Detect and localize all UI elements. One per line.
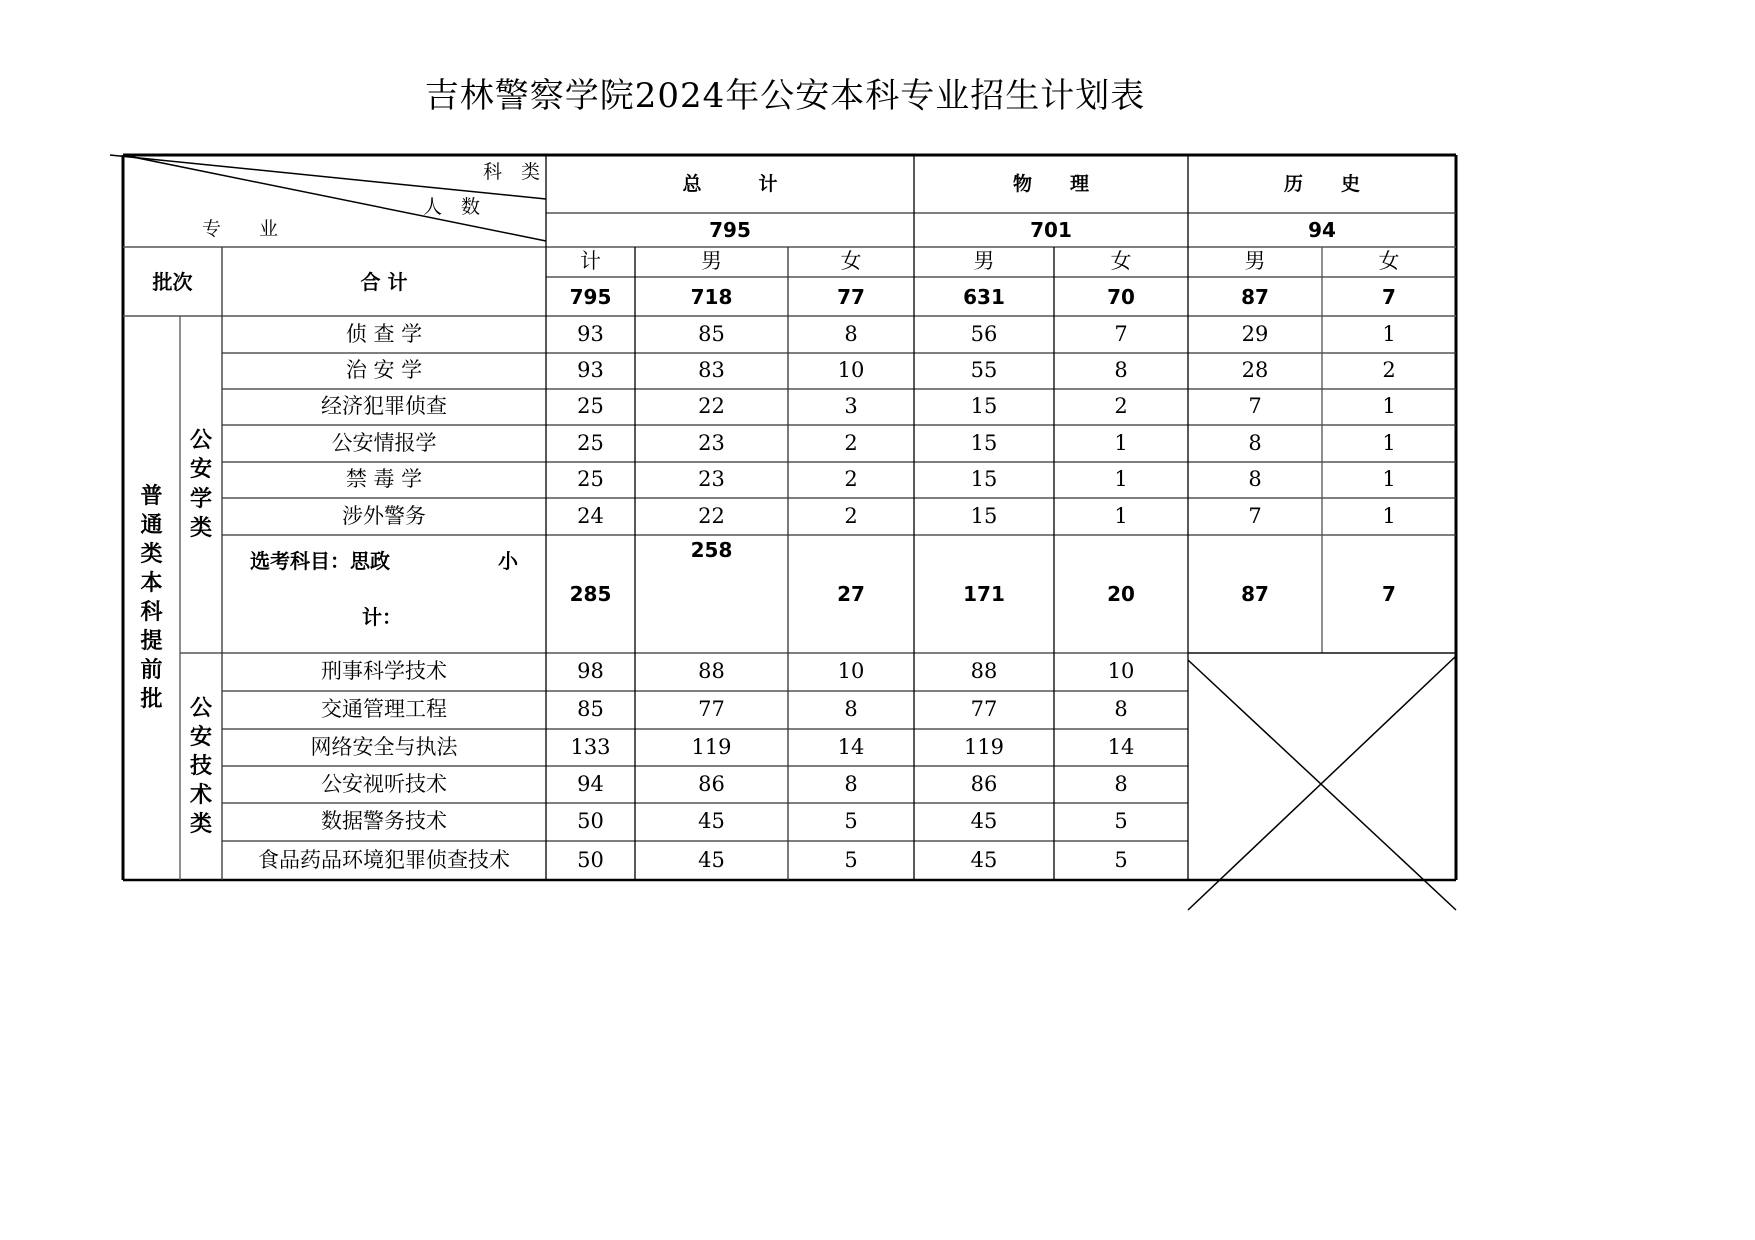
diagonal-major-label: 专 业: [201, 217, 278, 240]
value-cell: 1: [1382, 321, 1396, 346]
value-cell: 2: [844, 503, 858, 528]
value-cell: 1: [1114, 503, 1128, 528]
value-cell: 22: [698, 394, 725, 419]
group-header-total: 总 计: [682, 172, 778, 195]
value-cell: 98: [577, 659, 604, 684]
major-name: 食品药品环境犯罪侦查技术: [258, 847, 510, 872]
subcol-header: 男: [973, 249, 995, 274]
subtotal-value-cell: 171: [963, 582, 1005, 606]
value-cell: 10: [1107, 659, 1135, 684]
major-name: 刑事科学技术: [321, 659, 447, 684]
batch-label-char: 类: [140, 541, 163, 567]
major-name: 治 安 学: [345, 358, 423, 383]
value-cell: 93: [577, 321, 604, 346]
subtotal-subject: 思政: [350, 549, 390, 573]
batch-label: [123, 316, 180, 880]
value-cell: 22: [698, 503, 725, 528]
value-cell: 8: [844, 697, 858, 722]
major-name: 公安情报学: [331, 430, 437, 455]
category-char: 安: [189, 724, 212, 750]
value-cell: 7: [1248, 394, 1262, 419]
sum-header: 合 计: [360, 269, 408, 294]
value-cell: 2: [844, 430, 858, 455]
value-cell: 5: [844, 809, 858, 834]
major-name: 公安视听技术: [321, 771, 447, 796]
value-cell: 23: [698, 430, 725, 455]
value-cell: 8: [844, 321, 858, 346]
value-cell: 88: [698, 659, 725, 684]
major-name: 侦 查 学: [345, 321, 423, 346]
category-char: 技: [189, 753, 212, 779]
value-cell: 25: [577, 394, 604, 419]
value-cell: 133: [570, 734, 611, 759]
major-name: 网络安全与执法: [310, 734, 458, 759]
value-cell: 88: [970, 659, 998, 684]
value-cell: 8: [844, 771, 858, 796]
value-cell: 93: [577, 358, 604, 383]
subtotal-value-cell: 27: [837, 582, 865, 606]
batch-label-char: 提: [140, 629, 163, 655]
value-cell: 5: [1114, 809, 1128, 834]
value-cell: 1: [1382, 394, 1396, 419]
subtotal-label: [222, 535, 546, 653]
diagonal-category-label: 科 类: [482, 160, 540, 183]
value-cell: 119: [963, 734, 1005, 759]
category-char: 术: [189, 783, 212, 809]
subcol-header: 女: [840, 249, 862, 274]
value-cell: 50: [577, 847, 604, 872]
value-cell: 15: [970, 394, 998, 419]
value-cell: 5: [1114, 847, 1128, 872]
value-cell: 1: [1114, 430, 1128, 455]
value-cell: 25: [577, 430, 604, 455]
sum-value-cell: 795: [569, 284, 612, 309]
na-cross-line-1: [1188, 660, 1456, 910]
diagonal-count-label: 人 数: [422, 195, 480, 218]
value-cell: 8: [1114, 697, 1128, 722]
subtotal-line2: 计：: [362, 605, 402, 629]
value-cell: 15: [970, 430, 998, 455]
value-cell: 10: [837, 659, 865, 684]
sum-value-cell: 631: [963, 284, 1005, 309]
value-cell: 2: [844, 467, 858, 492]
value-cell: 1: [1382, 503, 1396, 528]
value-cell: 2: [1114, 394, 1128, 419]
value-cell: 8: [1114, 771, 1128, 796]
subcol-header: 男: [1244, 249, 1266, 274]
category-label-public-security-tech: [180, 653, 222, 880]
category-char: 学: [189, 486, 212, 512]
value-cell: 45: [698, 809, 725, 834]
major-name: 涉外警务: [342, 503, 426, 528]
value-cell: 45: [970, 809, 998, 834]
subtotal-value-cell: 285: [569, 582, 612, 606]
value-cell: 10: [837, 358, 865, 383]
value-cell: 14: [837, 734, 865, 759]
value-cell: 8: [1248, 467, 1262, 492]
value-cell: 55: [970, 358, 998, 383]
value-cell: 15: [970, 503, 998, 528]
group-header-history: 历 史: [1283, 172, 1360, 195]
value-cell: 5: [844, 847, 858, 872]
major-name: 经济犯罪侦查: [321, 394, 447, 419]
value-cell: 2: [1382, 358, 1396, 383]
subcol-header: 计: [580, 249, 601, 274]
value-cell: 15: [970, 467, 998, 492]
value-cell: 23: [698, 467, 725, 492]
subtotal-prefix: 选考科目：: [250, 549, 350, 573]
batch-header: 批次: [152, 269, 193, 294]
value-cell: 85: [577, 697, 604, 722]
value-cell: 77: [698, 697, 725, 722]
major-name: 禁 毒 学: [345, 467, 423, 492]
group-total-total: 795: [709, 218, 751, 242]
major-name: 交通管理工程: [321, 697, 447, 722]
category-char: 公: [189, 695, 212, 721]
value-cell: 29: [1241, 321, 1269, 346]
subtotal-value-cell: 258: [690, 538, 733, 562]
sum-value-cell: 7: [1382, 284, 1396, 309]
value-cell: 3: [844, 394, 858, 419]
batch-label-char: 通: [140, 512, 163, 538]
value-cell: 119: [691, 734, 732, 759]
value-cell: 28: [1241, 358, 1269, 383]
value-cell: 45: [698, 847, 725, 872]
value-cell: 86: [698, 771, 725, 796]
batch-label-char: 科: [140, 600, 163, 625]
category-char: 类: [189, 515, 212, 541]
page-title: 吉林警察学院2024年公安本科专业招生计划表: [424, 76, 1146, 116]
value-cell: 94: [577, 771, 604, 796]
value-cell: 24: [577, 503, 604, 528]
value-cell: 50: [577, 809, 604, 834]
sum-value-cell: 87: [1241, 284, 1269, 309]
subtotal-value-cell: 20: [1107, 582, 1135, 606]
value-cell: 86: [970, 771, 998, 796]
value-cell: 7: [1248, 503, 1262, 528]
value-cell: 14: [1107, 734, 1135, 759]
value-cell: 83: [698, 358, 725, 383]
batch-label-char: 普: [140, 483, 163, 509]
batch-label-char: 批: [140, 687, 163, 713]
value-cell: 1: [1382, 430, 1396, 455]
value-cell: 56: [970, 321, 998, 346]
category-char: 公: [189, 428, 212, 454]
sum-value-cell: 77: [837, 284, 865, 309]
value-cell: 85: [698, 321, 725, 346]
value-cell: 25: [577, 467, 604, 492]
category-label-public-security: [180, 316, 222, 653]
subtotal-suffix: 小: [498, 549, 518, 573]
value-cell: 8: [1114, 358, 1128, 383]
subtotal-value-cell: 7: [1382, 582, 1396, 606]
value-cell: 1: [1382, 467, 1396, 492]
value-cell: 8: [1248, 430, 1262, 455]
sum-value-cell: 718: [690, 284, 733, 309]
value-cell: 45: [970, 847, 998, 872]
category-char: 安: [189, 457, 212, 483]
group-total-history: 94: [1308, 218, 1336, 242]
subtotal-value-cell: 87: [1241, 582, 1269, 606]
category-char: 类: [189, 812, 212, 838]
subcol-header: 女: [1110, 249, 1132, 274]
sum-value-cell: 70: [1107, 284, 1135, 309]
batch-label-char: 本: [140, 570, 163, 596]
subcol-header: 女: [1378, 249, 1400, 274]
batch-label-char: 前: [140, 658, 163, 684]
value-cell: 1: [1114, 467, 1128, 492]
value-cell: 7: [1114, 321, 1128, 346]
group-header-physics: 物 理: [1012, 172, 1089, 195]
major-name: 数据警务技术: [321, 809, 447, 834]
subcol-header: 男: [701, 249, 722, 274]
group-total-physics: 701: [1030, 218, 1072, 242]
value-cell: 77: [970, 697, 998, 722]
na-cross-line-2: [1188, 656, 1456, 910]
